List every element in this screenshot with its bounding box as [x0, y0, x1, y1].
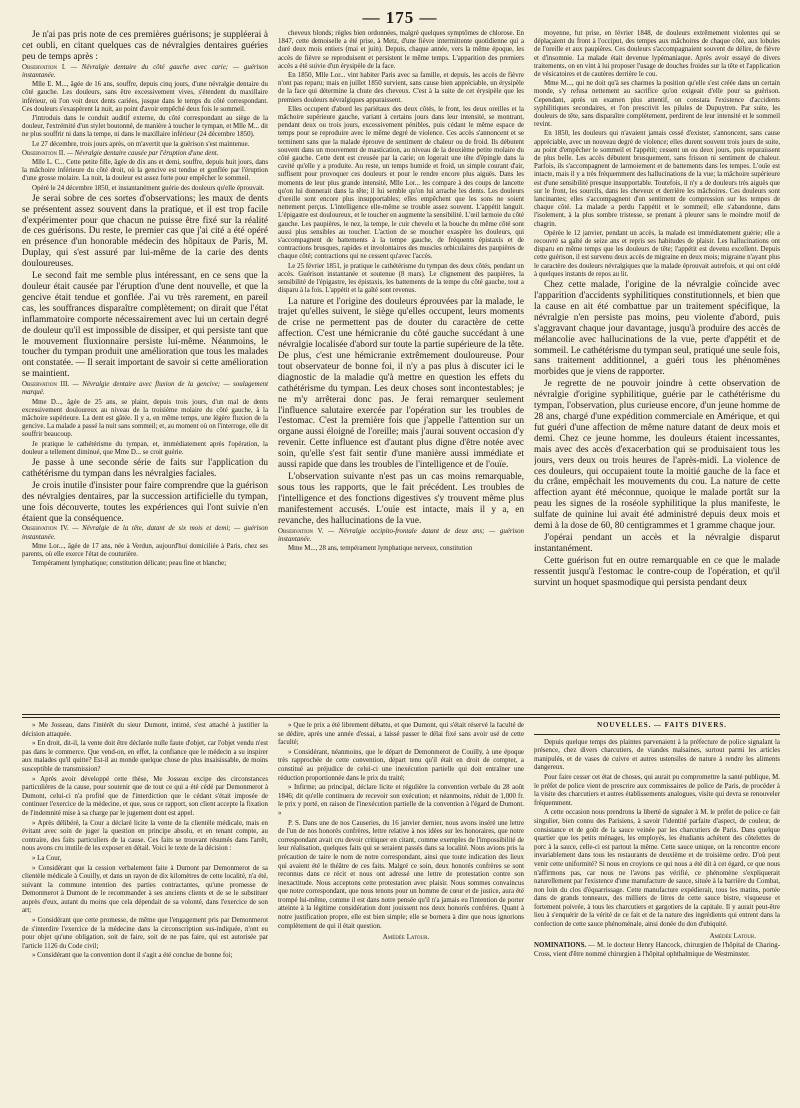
paragraph: » Après avoir développé cette thèse, Me Josseau excipe des circonstances particulières de la cause, pour soutenir que de tout ce qui a été cédé par Demonmerot à Dumont, celui-ci n'a profité que de l'interdiction que le cédant s'était imposée de continuer l'exercice de la médecine, et que, sous ce rapport, son client accepte la fixation de l'indemnité mise à sa charge par le jugement dont est appel. — [22, 775, 268, 817]
nominations-label: NOMINATIONS. — [534, 942, 587, 950]
observation-label: Observation IV. — [22, 525, 69, 533]
paragraph: Le second fait me semble plus intéressant, en ce sens que la douleur était causée par l'éruption d'une dent nouvelle, et que la gencive était tendue et gonflée. J'ai vu très rarement, en pareil cas, les souffrances disparaître complètement; on dirait que l'état inflammatoire comporte nécessairement avec lui un certain degré de douleur qu'il est impossible de dissiper, et qui persiste tant que le mouvement fluxionnaire persiste lui-même. Néanmoins, le toucher du tympan produit une amélioration que tous les malades ont constatée. — Il serait important de savoir si cette amélioration se maintient. — [22, 271, 268, 380]
paragraph: Je regrette de ne pouvoir joindre à cette observation de névralgie d'origine syphilitique, guérie par le cathétérisme du tympan, l'observation, plus curieuse encore, d'un jeune homme de 28 ans, chargé d'une expédition commerciale en Amérique, et qui fut guéri d'une affection de même nature datant de deux mois et demi. Chez ce jeune homme, les douleurs étaient incessantes, mais avec des accès d'exacerbation qui se produisaient tous les jours, vers deux ou trois heures de l'après-midi. La violence de ces douleurs, qui occupaient toute la moitié gauche de la face et du crâne, empêchait les mouvements du cou. La nature de cette affection ayant été méconnue, quoique le malade portât sur la peau les signes de la roséole syphilitique la plus manifeste, le sulfate de quinine lui avait été administré depuis deux mois et demi à la dose de 60, 80 centigrammes et 1 gramme chaque jour. — [534, 379, 780, 532]
paragraph: » Après délibéré, la Cour a déclaré licite la vente de la clientèle médicale, mais en évitant avec soin de juger la question en principe absolu, et en tenant compte, au contraire, des faits particuliers de la cause. Ces faits se trouvant résumés dans l'arrêt, nous avons cru inutile de les exposer en détail. Voici le texte de la décision : — [22, 819, 268, 853]
paragraph: cheveux blonds; règles bien ordonnées, malgré quelques symptômes de chlorose. En 1847, cette demoiselle a été prise, à Metz, d'une fièvre intermittente quotidienne qui a duré deux mois entiers (mai et juin). Depuis, chaque année, vers la même époque, les accès de fièvre se reproduisent et persistent le même temps. L'apparition des premiers accès a été suivie d'un érysipèle de la face. — [278, 30, 524, 70]
paragraph: Je passe à une seconde série de faits sur l'application du cathétérisme du tympan dans les névralgies faciales. — [22, 458, 268, 479]
paragraph: Le 27 décembre, trois jours après, on m'avertit que la guérison s'est maintenue. — [32, 140, 250, 148]
observation-heading — [22, 150, 268, 158]
observation-title: — Névralgie dentaire avec fluxion de la gencive; — soulagement marqué. — [22, 381, 268, 397]
nominations-item — [534, 942, 780, 959]
paragraph: Pour faire cesser cet état de choses, qui aurait pu compromettre la santé publique, M. le préfet de police vient de prescrire aux commissaires de police de Paris, de procéder à la visite des charcutiers et autres établissements analogues, visite qui devra se renouveler fréquemment. — [534, 773, 780, 807]
paragraph: Elles occupent d'abord les pariétaux des deux côtés, le front, les deux oreilles et la mâchoire supérieure gauche, variant à certains jours dans leur intensité, se montrant, pendant deux ou trois jours, excessivement pénibles, puis cédant le même espace de temps pour se reproduire avec le même degré de violence. Ces accès s'annoncent et se terminent sans que la malade éprouve de sentiment de chaleur ou de froid. Ils débutent souvent dans un mouvement de mastication, au niveau de la deuxième petite molaire du côté gauche. Cette dent est creusée par la carie; on logerait une tête d'épingle dans la cavité qu'elle y a produite. Au reste, un temps humide et froid, un simple courant d'air, suffisent pour provoquer ces douleurs et pour le rendre encore plus aiguës. Dans les moments de leur plus grande intensité, Mlle Lor... les compare à des coups de lancette qu'on lui donnerait dans la tête; il lui semble qu'on lui arrache les dents. Les douleurs d'oreille sont encore plus insupportables; elles empêchent que les sons ne soient nettement perçus. L'intelligence elle-même se trouble assez souvent. L'appétit languit. L'épigastre est douloureux, et le toucher en augmente la sensibilité. L'œil larmoie du côté gauche. Les paupières, le nez, la tempe, le cuir chevelu et la bouche du même côté sont aussi plus sensibles au toucher. L'action de se moucher exaspère les douleurs, qui s'accompagnent de battements à la tempe gauche, de fréquents épistaxis et de contractions brusques, rapides et involontaires des muscles orbiculaires des paupières de chaque côté; contractions qui ne cessent qu'avec l'accès. — [278, 105, 524, 261]
paragraph: » Considérant que cette promesse, de même que l'engagement pris par Demonmerot de s'interdire l'exercice de la médecine dans la circonscription sus-indiquée, n'ont eu pour objet qu'une obligation, soit de faire, soit de ne pas faire, qui est autorisée par l'article 1126 du Code civil; — [22, 917, 268, 950]
paragraph: » Infirme; au principal, déclare licite et régulière la convention verbale du 28 août 1846; dit qu'elle continuera de recevoir son exécution; et néanmoins, réduit de 1,000 fr. le prix y porté, en raison de l'inexécution partielle de la convention à l'égard de Dumont. » — [278, 784, 524, 817]
paragraph: Tempérament lymphatique; constitution délicate; peau fine et blanche; — [32, 560, 227, 568]
observation-label: Observation III. — [22, 381, 70, 389]
paragraph: La nature et l'origine des douleurs éprouvées par la malade, le trajet qu'elles suivent, le siège qu'elles occupent, leurs moments de crise ne permettent pas de douter du caractère de cette affection. C'est une hémicranie du côté gauche succédant à une névralgie localisée d'abord sur toute la partie supérieure de la tête. De plus, c'est une hémicranie extrêmement douloureuse. Pour tout observateur de bonne foi, il n'y a pas plus à discuter ici le diagnostic de la maladie qu'à mettre en question les effets du cathétérisme du tympan. Les deux choses sont incontestables; je ne m'y arrêterai donc pas. Je ferai remarquer seulement l'influence salutaire exercée par l'opération sur les troubles de l'estomac. C'est la première fois que j'appelle l'attention sur un organe aussi éloigné de l'oreille; mais j'aurai souvent occasion d'y revenir. Cette influence est d'autant plus digne d'être notée avec soin, qu'elle s'est fait sentir d'une manière aussi immédiate et aussi rapide que dans les troubles de l'intelligence et de l'ouïe. — [278, 296, 524, 471]
upper-column-3 — [534, 30, 780, 712]
paragraph: Mme D..., âgée de 25 ans, se plaint, depuis trois jours, d'un mal de dents excessivement douloureux au niveau de la troisième molaire du côté gauche, à la mâchoire supérieure. La dent est gâtée. Il y a, en même temps, une légère fluxion de la gencive. La malade a passé la nuit sans sommeil; et, au moment où on l'interroge, elle dit souffrir beaucoup. — [22, 398, 268, 439]
observation-title: — Névralgie de la tête, datant de six mois et demi; — guérison instantanée. — [22, 525, 268, 541]
paragraph: Opérée le 12 janvier, pendant un accès, la malade est immédiatement guérie; elle a recouvré sa gaîté de seize ans et repris ses habitudes de plaisir. Les hallucinations ont disparu en même temps que les douleurs de tête; l'appétit est devenu excellent. Depuis cette guérison, il est survenu deux accès de migraine en deux mois; migraine n'ayant plus le caractère des douleurs névralgiques que la malade éprouvait autrefois, et qui ont cédé à quelques instants de repos au lit. — [534, 229, 780, 278]
paragraph: Mme M..., qui ne doit qu'à ses charmes la position qu'elle s'est créée dans un certain monde, s'y refusa nettement au sacrifice qu'on exigeait d'elle pour sa guérison. Cependant, après un examen plus attentif, on constata l'existence d'accidents syphilitiques secondaires, et l'on prescrivit les pilules de Dupuytren. Par suite, les douleurs de tête, sans disparaître complètement, perdirent de leur intensité et le sommeil revint. — [534, 80, 780, 129]
paragraph: Cette guérison fut en outre remarquable en ce que le malade ressentit jusqu'à l'estomac le contre-coup de l'opération, et qu'il survint un hoquet spasmodique qui persista pendant deux — [534, 555, 780, 588]
lower-section — [22, 722, 780, 1094]
observation-label: Observation V. — [278, 527, 324, 535]
paragraph: moyenne, fut prise, en février 1848, de douleurs extrêmement violentes qui se déplaçaient du front à l'occiput, des tempes aux mâchoires de chaque côté, aux lobules de l'oreille et aux paupières. Ces douleurs s'accompagnaient souvent de délire, de fièvre et d'insomnie. La malade était devenue lypémaniaque. Après avoir essayé de divers traitements, on en vint à lui proposer l'usage de douches froides sur la tête et l'application de vésicatoires et de cautères derrière le cou. — [534, 30, 780, 79]
lower-column-3 — [534, 722, 780, 1094]
paragraph: Je pratique le cathétérisme du tympan, et, immédiatement après l'opération, la douleur a tellement diminué, que Mme D... se croit guérie. — [22, 440, 268, 456]
paragraph: » Considérant que la cession verbalement faite à Dumont par Demonmerot de sa clientèle médicale à Couilly, et dans un rayon de dix kilomètres de cette localité, n'a été, suivant la commune intention des parties contractantes, qu'une promesse de Demonmerot à Dumont de le recommander à ses anciens clients et de se le substituer auprès d'eux, autant du moins que cela dépendait de sa volonté, dans l'exercice de son art; — [22, 864, 268, 915]
paragraph: » Considérant que la convention dont il s'agit a été conclue de bonne foi; — [32, 952, 233, 960]
paragraph: Opéré le 24 décembre 1850, et instantanément guérie des douleurs qu'elle éprouvait. — [32, 184, 265, 192]
lower-column-2 — [278, 722, 524, 1094]
paragraph: Mlle E. M..., âgée de 16 ans, souffre, depuis cinq jours, d'une névralgie dentaire du côté gauche. Les douleurs, sans être excessivement vives, s'étendent du maxillaire inférieur, où l'on voit deux dents cariées, jusque dans le temps du côté correspondant. Ces douleurs s'exaspèrent la nuit, au point d'avoir empêché deux fois le sommeil. — [22, 81, 268, 113]
author-signature: Amédée Latour. — [382, 934, 430, 942]
upper-column-2 — [278, 30, 524, 712]
lower-column-1 — [22, 722, 268, 1094]
paragraph: P. S. Dans une de nos Causeries, du 16 janvier dernier, nous avons inséré une lettre de l'un de nos honorés confrères, lettre relative à nos idées sur les honoraires, que notre correspondant avait cru devoir critiquer en citant, comme exemples de l'impossibilité de leur réalisation, quelques faits qui se seraient passés dans sa localité. Nous avions pris la précaution de taire le nom de notre correspondant, ainsi que toute indication des lieux qui avaient été le théâtre de ces faits. Malgré ce soin, deux honorés confrères se sont reconnus dans ce récit et nous ont adressé une lettre de protestation contre son inexactitude. Nous acceptons cette protestation avec plaisir. Nous sommes convaincus que notre correspondant, que nous tenons pour un homme de cœur et de justice, aura été trompé lui-même, comme il est dans notre pensée qu'il n'a jamais eu l'intention de porter atteinte à la légitime considération dont jouissent nos deux honorés confrères. Quant à notre justification propre, elle est bien simple; elle se bornera à dire que nous ignorions complètement de qui il était question. — [278, 819, 524, 930]
paragraph: Depuis quelque temps des plaintes parvenaient à la préfecture de police signalant la présence, chez divers charcutiers, de viandes malsaines, surtout parmi les articles manipulés, et de vases de cuivre et autres ustensiles de nature à rendre les aliments dangereux. — [534, 738, 780, 772]
paragraph: Je serai sobre de ces sortes d'observations; les maux de dents se présentent assez souvent dans la pratique, et il est trop facile d'expérimenter pour que chacun ne puisse être fixé sur la réalité de ces guérisons. Du reste, le premier cas que j'ai cité a été opéré en présence d'un honorable médecin des hôpitaux de Paris, M. Duplay, qui s'est assuré par lui-même de la carie des dents douloureuses. — [22, 193, 268, 270]
observation-heading — [22, 381, 268, 397]
paragraph: Mlle L. C... Cette petite fille, âgée de dix ans et demi, souffre, depuis huit jours, dans la mâchoire inférieure du côté droit, où la gencive est tendue et gonflée par l'éruption d'une grosse molaire. La nuit, la douleur est assez forte pour empêcher le sommeil. — [22, 158, 268, 183]
paragraph: Mme Lor..., âgée de 17 ans, née à Verdun, aujourd'hui domiciliée à Paris, chez ses parents, où elle exerce l'état de couturière. — [22, 542, 268, 559]
paragraph: En 1850, Mlle Lor... vint habiter Paris avec sa famille, et depuis, les accès de fièvre n'ont pas reparu; mais en juillet 1850 survient, sans cause bien appréciable, un érysipèle de la face qui détermine la chute des cheveux. C'est à la suite de cet érysipèle que les premiers douleurs névralgiques apparaissent. — [278, 72, 524, 104]
paragraph: J'opérai pendant un accès et la névralgie disparut instantanément. — [534, 532, 780, 554]
paragraph: Mme M..., 28 ans, tempérament lymphatique nerveux, constitution — [288, 544, 473, 552]
paragraph: » Que le prix a été librement débattu, et que Dumont, qui s'était réservé la faculté de se dédire, après une année d'essai, a laissé passer le délai fixé sans avoir usé de cette faculté; — [278, 722, 524, 747]
author-signature: Amédée Latour. — [709, 932, 756, 940]
observation-title: — Névralgie dentaire causée par l'éruption d'une dent. — [66, 149, 219, 157]
paragraph: » Me Josseau, dans l'intérêt du sieur Dumont, intimé, s'est attaché à justifier la décision attaquée. — [22, 722, 268, 738]
observation-title: — Névralgie dentaire du côté gauche avec carie; — guérison instantanée. — [22, 63, 268, 79]
paragraph: Le 25 février 1851, je pratique le cathétérisme du tympan des deux côtés, pendant un accès. Guérison instantanée et soutenue (8 mars). Le clignement des paupières, la sensibilité de l'épigastre, les épistaxis, les battements de la tempe du côté gauche, tout a disparu à la fois. L'appétit et la gaîté sont revenus. — [278, 262, 524, 295]
paragraph: Je n'ai pas pris note de ces premières guérisons; je suppléerai à cet oubli, en citant quelques cas de névralgies dentaires guéries peu de temps après : — [22, 30, 268, 62]
observation-heading — [22, 525, 268, 541]
paragraph: A cette occasion nous prendrons la liberté de signaler à M. le préfet de police ce fait singulier, bien connu des Parisiens, à savoir l'identité parfaite d'aspect, de couleur, de consistance et de goût de la sauce veinée par les charcutiers de Paris. Dans quelque quartier que les petits ménages, les employés, les étudiants achètent des côtelettes de porc à la sauce, celle-ci est partout la même. Cette sauce unique, on la rencontre encore invariablement dans tous les restaurants de deuxième et de troisième ordre. D'où peut venir cette uniformité? Si nous en croyions ce qui nous a été dit à cet égard, ce que nous n'affirmons pas, car nous ne l'avons pas vérifié, ce phénomène s'expliquerait naturellement par l'existence d'une manufacture de sauce, située à la barrière du Combat, non loin du clos d'équarrissage. Cette manufacture expédierait, tous les matins, portée dans de grands tonneaux, des milliers de litres de cette sauce bistre, visqueuse et fortement poivrée, à tous les charcutiers et gargotiers de la capitale. Il y aurait peut-être lieu à s'enquérir de la vérité de ce fait et de la nature des ingrédients qui entrent dans la confection de cette sauce phénoménale, ainsi donée du don d'ubiquité. — [534, 809, 780, 929]
paragraph: J'introduis dans le conduit auditif externe, du côté correspondant au siège de la douleur, l'extrémité d'un stylet boutonné, de manière à toucher le tympan, et Mlle M... dit ne plus souffrir ni dans la tempe, ni dans le maxillaire inférieur (24 décembre 1850). — [22, 114, 268, 139]
paragraph: Chez cette malade, l'origine de la névralgie coïncide avec l'apparition d'accidents syphilitiques constitutionnels, et bien que la cause en ait été combattue par un traitement spécifique, la névralgie n'en persiste pas moins, peu violente d'abord, puis s'aggravant chaque jour davantage, jusqu'à produire des accès de mélancolie avec hallucinations de la vue, perte d'appétit et de sommeil. Le cathétérisme du tympan seul, pratiqué une seule fois, sans traitement additionnel, a guéri tous les phénomènes morbides que je viens de rapporter. — [534, 280, 780, 378]
section-heading: NOUVELLES. — FAITS DIVERS. — [534, 722, 780, 735]
observation-label: Observation II. — [22, 149, 66, 157]
section-divider — [22, 714, 780, 715]
upper-article — [22, 30, 780, 712]
paragraph: L'observation suivante n'est pas un cas moins remarquable, sous tous les rapports, que le fait précédent. Les troubles de l'intelligence et des fonctions digestives s'y trouvent même plus manifestement accusés. L'ouïe est intacte, mais il y a, en revanche, des hallucinations de la vue. — [278, 472, 524, 526]
nominations-text: — M. le docteur Henry Hancock, chirurgien de l'hôpital de Charing-Cross, vient d'être nommé chirurgien à l'hôpital ophthalmique de Westminster. — [534, 942, 780, 958]
paragraph: En 1850, les douleurs qui n'avaient jamais cessé d'exister, s'annoncent, sans cause appréciable, avec un nouveau degré de violence; elles durent souvent trois jours de suite, au point d'empêcher le sommeil et l'appétit; cessent un ou deux jours, puis reparaissent de plus belle. Les accès débutent brusquement, sans frisson ni sentiment de chaleur. Parfois, ils s'accompagnent de larmoiement et de battements dans les tempes. L'ouïe est intacte, mais il y a très fréquemment des hallucinations de la vue; la mâchoire supérieure est d'une sensibilité presque insupportable. Toutefois, il n'y a de douleurs très aiguës que sur le front, les sourcils, dans les cheveux et derrière les mâchoires. Ces douleurs sont lancinantes; elles s'accompagnent d'un sentiment de compression sur les tempes de chaque côté. La malade a perdu l'appétit et le sommeil; elle s'abandonne, dans l'isolement, à la plus sombre tristesse, se prenant à pleurer sans le moindre motif de chagrin. — [534, 130, 780, 228]
paragraph: » La Cour, — [32, 854, 62, 862]
paragraph: » Considérant, néanmoins, que le départ de Demonmerot de Couilly, à une époque très rapprochée de cette convention, départ tenu qu'il était en droit de compter, a constitué au préjudice de celui-ci une inexécution partielle qui doit entraîner une réduction proportionnée dans le prix du traité; — [278, 748, 524, 782]
observation-title: — Névralgie occipito-frontale datant de deux ans; — guérison instantanée. — [278, 527, 524, 543]
observation-heading — [22, 64, 268, 80]
section-divider — [22, 717, 780, 718]
paragraph: » En droit, dit-il, la vente doit être déclarée nulle faute d'objet, car l'objet vendu n'est pas dans le commerce. Que vend-on, en effet, la confiance que le médecin a su inspirer aux malades qu'il quitte? Est-il au monde quelque chose de plus insaisissable, de moins susceptible de transmission? — [22, 740, 268, 773]
upper-column-1 — [22, 30, 268, 712]
observation-heading — [278, 528, 524, 544]
paragraph: Je crois inutile d'insister pour faire comprendre que la guérison des névralgies dentaires, par la succession artificielle du tympan, une fois découverte, toutes les expériences qui l'ont suivie n'en étaient que la conséquence. — [22, 480, 268, 524]
observation-label: Observation I. — [22, 63, 66, 71]
page-number: — 175 — — [362, 8, 438, 27]
